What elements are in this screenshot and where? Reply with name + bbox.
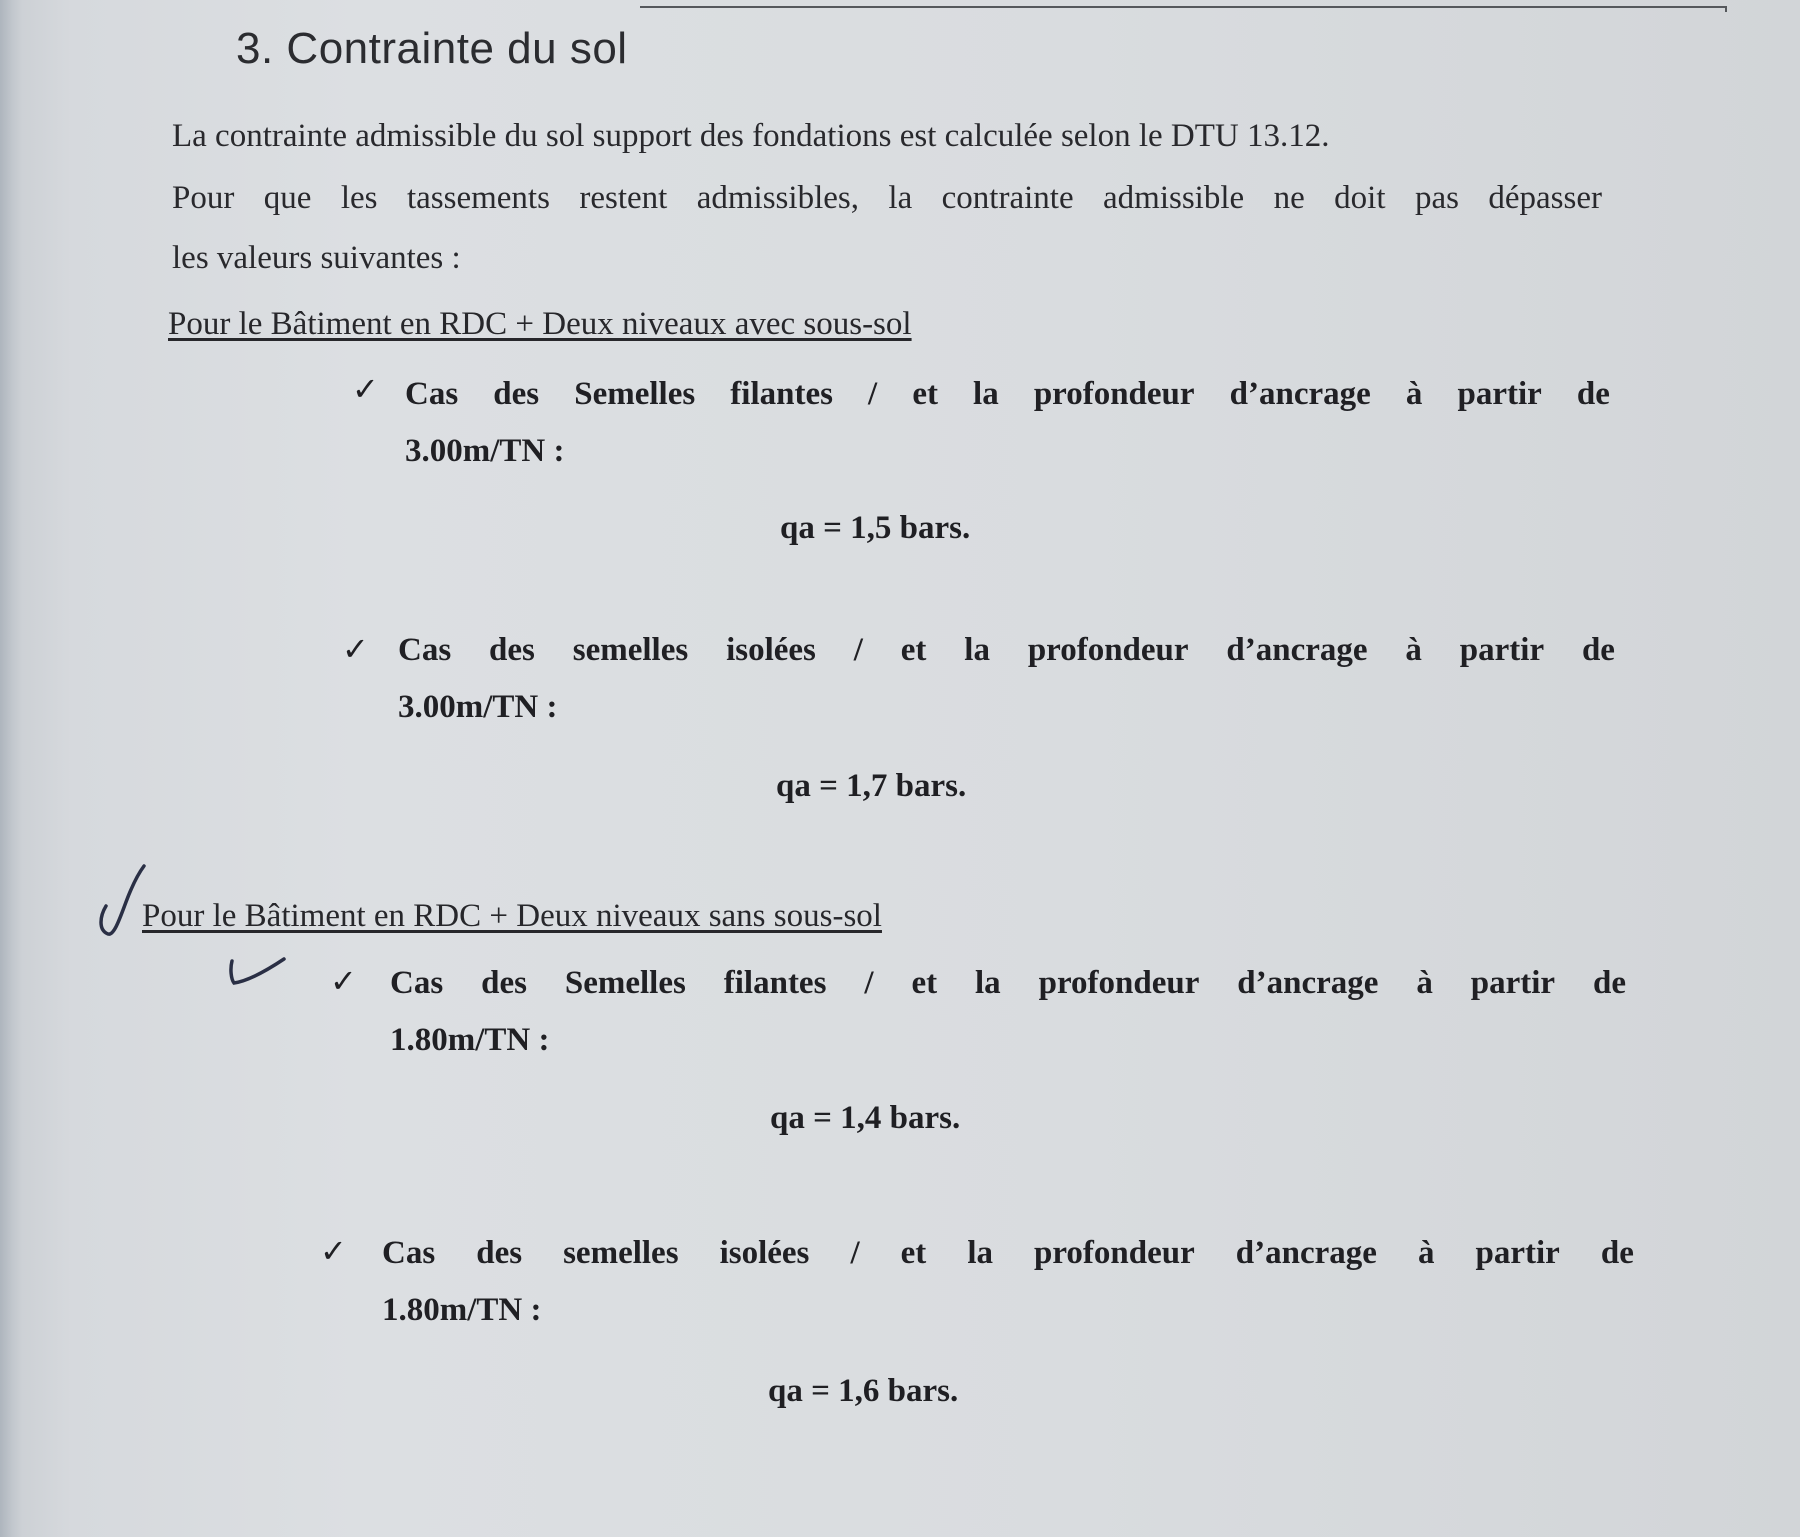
handwritten-tick-icon — [226, 955, 288, 989]
intro-word: que — [263, 180, 312, 216]
item-word: profondeur — [1038, 965, 1200, 1001]
anchorage-depth: 3.00m/TN : — [405, 433, 565, 469]
intro-word: restent — [579, 180, 668, 216]
item-word: des — [476, 1235, 523, 1271]
paper-left-edge — [0, 0, 22, 1537]
item-word: la — [975, 965, 1001, 1001]
item-word: Semelles — [574, 376, 696, 412]
intro-word: Pour — [172, 180, 235, 216]
item-word: / — [850, 1235, 860, 1271]
item-word: Cas — [405, 376, 459, 412]
item-word: d’ancrage — [1237, 965, 1379, 1001]
intro-word: pas — [1414, 180, 1459, 216]
item-description — [382, 1235, 1634, 1272]
item-word: profondeur — [1027, 632, 1189, 668]
anchorage-depth: 1.80m/TN : — [382, 1292, 542, 1328]
anchorage-depth: 1.80m/TN : — [390, 1022, 550, 1058]
item-word: d’ancrage — [1229, 376, 1371, 412]
checkmark-icon: ✓ — [320, 1232, 347, 1270]
item-word: Cas — [382, 1235, 436, 1271]
item-word: isolées — [726, 632, 816, 668]
intro-word: admissibles, — [696, 180, 859, 216]
item-word: semelles — [572, 632, 689, 668]
item-word: profondeur — [1034, 1235, 1195, 1271]
list-item — [390, 965, 1626, 1059]
item-word: / — [853, 632, 863, 668]
item-word: filantes — [723, 965, 827, 1001]
item-word: de — [1576, 376, 1610, 412]
page-frame-rule — [640, 6, 1727, 12]
item-word: d’ancrage — [1226, 632, 1368, 668]
bearing-capacity-value: qa = 1,7 bars. — [776, 768, 967, 804]
item-word: Cas — [390, 965, 444, 1001]
intro-word: doit — [1334, 180, 1386, 216]
item-word: isolées — [719, 1235, 810, 1271]
intro-word: les — [340, 180, 378, 216]
item-word: partir — [1457, 376, 1542, 412]
item-word: de — [1581, 632, 1615, 668]
item-description — [390, 965, 1626, 1002]
checkmark-icon: ✓ — [342, 630, 369, 668]
item-word: la — [973, 376, 999, 412]
item-word: à — [1405, 376, 1423, 412]
item-word: à — [1405, 632, 1422, 668]
checkmark-icon: ✓ — [352, 370, 379, 408]
item-word: partir — [1470, 965, 1556, 1001]
intro-word: admissible — [1103, 180, 1245, 216]
intro-word: la — [888, 180, 913, 216]
item-word: semelles — [563, 1235, 679, 1271]
group-title-with-basement: Pour le Bâtiment en RDC + Deux niveaux avec sous-sol — [168, 306, 912, 342]
anchorage-depth: 3.00m/TN : — [398, 689, 558, 725]
checkmark-icon: ✓ — [330, 962, 357, 1000]
item-word: Semelles — [564, 965, 686, 1001]
intro-word: tassements — [406, 180, 550, 216]
group-title-without-basement: Pour le Bâtiment en RDC + Deux niveaux sans sous-sol — [142, 898, 882, 934]
item-word: / — [868, 376, 878, 412]
item-word: partir — [1459, 632, 1545, 668]
item-description — [398, 632, 1615, 669]
item-word: profondeur — [1033, 376, 1195, 412]
item-word: et — [900, 632, 927, 668]
bearing-capacity-value: qa = 1,4 bars. — [770, 1100, 961, 1136]
item-description — [405, 376, 1610, 413]
item-word: de — [1593, 965, 1626, 1001]
item-word: la — [964, 632, 990, 668]
intro-paragraph-line1: La contrainte admissible du sol support des fondations est calculée selon le DTU 13.12. — [172, 118, 1330, 154]
list-item — [382, 1235, 1634, 1329]
item-word: des — [489, 632, 535, 668]
intro-word: ne — [1273, 180, 1305, 216]
item-word: et — [912, 376, 938, 412]
intro-word: contrainte — [941, 180, 1074, 216]
item-word: Cas — [398, 632, 452, 668]
intro-word: dépasser — [1488, 180, 1602, 216]
intro-paragraph-line3: les valeurs suivantes : — [172, 240, 461, 276]
item-word: et — [900, 1235, 927, 1271]
item-word: à — [1416, 965, 1433, 1001]
bearing-capacity-value: qa = 1,5 bars. — [780, 510, 971, 546]
item-word: à — [1417, 1235, 1435, 1271]
item-word: filantes — [730, 376, 833, 412]
item-word: et — [911, 965, 938, 1001]
item-word: / — [864, 965, 874, 1001]
item-word: d’ancrage — [1235, 1235, 1377, 1271]
list-item — [398, 632, 1615, 726]
intro-paragraph-line2 — [172, 180, 1602, 217]
list-item — [405, 376, 1610, 470]
bearing-capacity-value: qa = 1,6 bars. — [768, 1373, 959, 1409]
item-word: partir — [1475, 1235, 1560, 1271]
item-word: la — [967, 1235, 993, 1271]
item-word: de — [1600, 1235, 1634, 1271]
item-word: des — [481, 965, 527, 1001]
item-word: des — [493, 376, 540, 412]
section-heading: 3. Contrainte du sol — [236, 24, 628, 73]
